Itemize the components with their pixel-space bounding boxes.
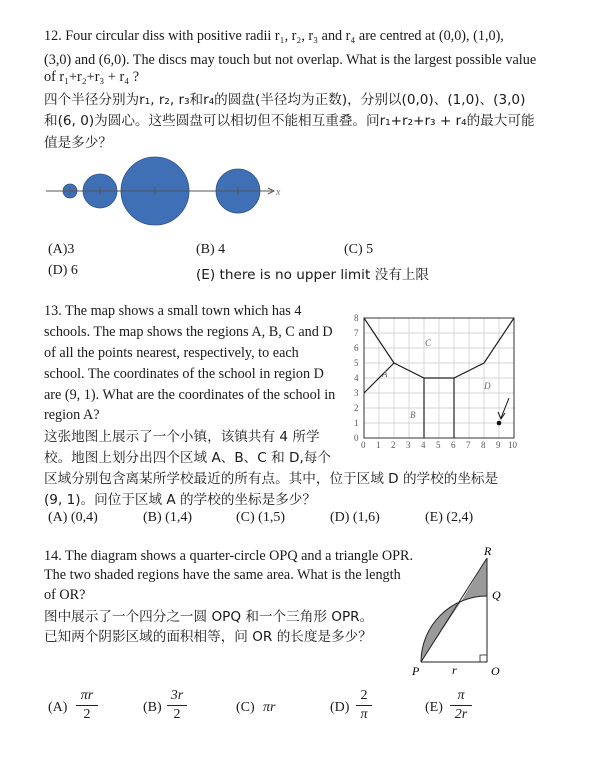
- q12-text-line2: (3,0) and (6,0). The discs may touch but not overlap. What is the largest possible value: [44, 52, 537, 68]
- svg-text:1: 1: [354, 418, 359, 428]
- y-ticks: [354, 313, 359, 443]
- q13-text-line1: 13. The map shows a small town which has 4: [44, 303, 302, 319]
- svg-text:6: 6: [354, 343, 359, 353]
- q13-option-e[interactable]: (E) (2,4): [425, 510, 474, 525]
- q14-option-b-fraction[interactable]: 3r 2: [167, 688, 187, 723]
- svg-text:4: 4: [421, 440, 426, 450]
- q13-option-b[interactable]: (B) (1,4): [143, 510, 192, 525]
- q14-option-e-fraction[interactable]: π 2r: [450, 688, 472, 723]
- svg-text:2: 2: [354, 403, 359, 413]
- q12-option-b[interactable]: (B) 4: [196, 242, 226, 257]
- region-label-d: D: [484, 381, 491, 391]
- svg-text:7: 7: [466, 440, 471, 450]
- q14-diagram: [405, 545, 525, 680]
- q14-option-d-letter[interactable]: (D): [330, 700, 350, 715]
- q14-text-line1: 14. The diagram shows a quarter-circle OPQ and a triangle OPR.: [44, 548, 414, 564]
- q14-zh-line1: 图中展示了一个四分之一圆 OPQ 和一个三角形 OPR。: [44, 609, 374, 625]
- school-d-point: [497, 421, 502, 426]
- q12-zh-line1: 四个半径分别为r₁, r₂, r₃和r₄的圆盘(半径均为正数)，分别以(0,0)、(1,0)、(3,0): [44, 92, 526, 108]
- q12-text-line3: of r₁+r₂+r₃ + r₄ ?: [44, 69, 139, 85]
- svg-text:7: 7: [354, 328, 359, 338]
- q12-option-e[interactable]: (E) there is no upper limit 没有上限: [196, 267, 429, 283]
- label-radius: r: [452, 663, 457, 677]
- q13-text-line5: are (9, 1). What are the coordinates of the school in: [44, 387, 336, 403]
- q13-zh-line1: 这张地图上展示了一个小镇，该镇共有 4 所学: [44, 429, 320, 445]
- region-label-a: A: [382, 369, 388, 379]
- q13-text-line4: school. The coordinates of the school in region D: [44, 366, 324, 382]
- label-p-point: P: [412, 664, 420, 678]
- q13-map-diagram: [340, 312, 530, 452]
- q13-zh-line4: (9, 1)。问位于区域 A 的学校的坐标是多少？: [44, 492, 316, 508]
- q14-option-c-letter[interactable]: (C): [236, 700, 255, 715]
- q13-text-line6: region A?: [44, 407, 100, 423]
- q13-option-c[interactable]: (C) (1,5): [236, 510, 285, 525]
- svg-text:3: 3: [406, 440, 411, 450]
- q12-text-line1: 12. Four circular diss with positive radii r₁, r₂, r₃ and r₄ are centred at (0,0), (1,0),: [44, 28, 504, 44]
- svg-text:3: 3: [354, 388, 359, 398]
- q14-option-a-fraction[interactable]: πr 2: [76, 688, 98, 723]
- svg-text:9: 9: [496, 440, 501, 450]
- svg-text:0: 0: [361, 440, 366, 450]
- q12-zh-line3: 值是多少？: [44, 135, 112, 151]
- q13-text-line3: of all the points nearest, respectively, to each: [44, 345, 299, 361]
- q13-zh-line3: 区域分别包含离某所学校最近的所有点。其中，位于区域 D 的学校的坐标是: [44, 471, 499, 487]
- svg-text:5: 5: [354, 358, 359, 368]
- right-angle-mark: [480, 655, 487, 662]
- q14-option-d-fraction[interactable]: 2 π: [356, 688, 372, 723]
- svg-text:10: 10: [508, 440, 517, 450]
- q12-option-a[interactable]: (A)3: [48, 242, 75, 257]
- q13-option-d[interactable]: (D) (1,6): [330, 510, 380, 525]
- q14-option-b-letter[interactable]: (B): [143, 700, 162, 715]
- svg-text:1: 1: [376, 440, 381, 450]
- svg-text:8: 8: [481, 440, 486, 450]
- x-axis-label: x: [276, 187, 281, 198]
- q12-zh-line2: 和(6, 0)为圆心。这些圆盘可以相切但不能相互重叠。问r₁+r₂+r₃ + r₄的最大可能: [44, 113, 535, 129]
- svg-text:0: 0: [354, 433, 359, 443]
- q14-text-line2: The two shaded regions have the same area. What is the length: [44, 567, 401, 583]
- svg-text:5: 5: [436, 440, 441, 450]
- q14-option-a-letter[interactable]: (A): [48, 700, 68, 715]
- q12-option-c[interactable]: (C) 5: [344, 242, 374, 257]
- label-o-point: O: [491, 664, 500, 678]
- q14-option-e-letter[interactable]: (E): [425, 700, 443, 715]
- svg-text:4: 4: [354, 373, 359, 383]
- segment-pr: [421, 558, 487, 662]
- region-label-c: C: [425, 338, 432, 348]
- svg-text:6: 6: [451, 440, 456, 450]
- region-label-b: B: [410, 410, 416, 420]
- q12-discs-diagram: [40, 155, 290, 235]
- svg-text:2: 2: [391, 440, 396, 450]
- label-r-point: R: [484, 545, 492, 558]
- q13-text-line2: schools. The map shows the regions A, B, C and D: [44, 324, 333, 340]
- q13-zh-line2: 校。地图上划分出四个区域 A、B、C 和 D,每个: [44, 450, 331, 466]
- q14-option-c-expr[interactable]: πr: [263, 700, 276, 715]
- svg-text:8: 8: [354, 313, 359, 323]
- x-ticks: [361, 440, 518, 450]
- q13-option-a[interactable]: (A) (0,4): [48, 510, 98, 525]
- q14-text-line3: of OR?: [44, 587, 86, 603]
- label-q-point: Q: [492, 588, 501, 602]
- q14-zh-line2: 已知两个阴影区域的面积相等，问 OR 的长度是多少？: [44, 629, 372, 645]
- q12-option-d[interactable]: (D) 6: [48, 263, 78, 278]
